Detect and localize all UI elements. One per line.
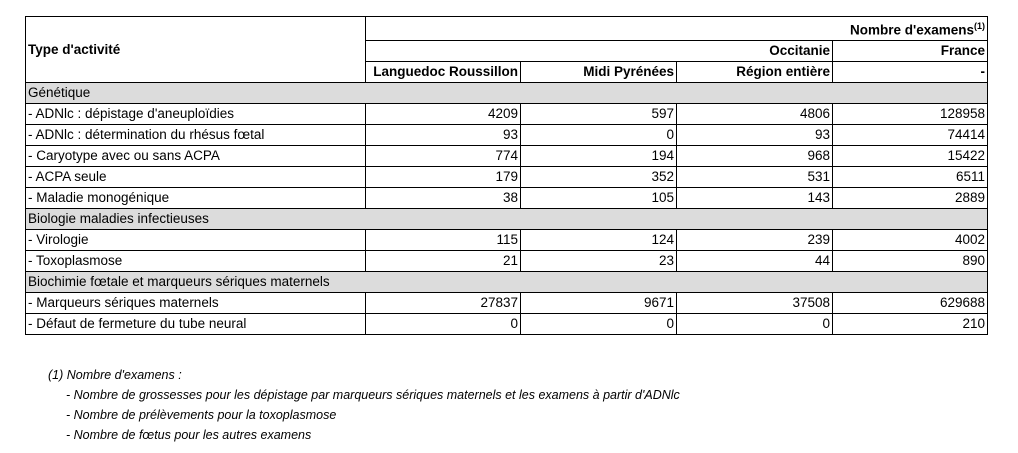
section-title: Génétique: [26, 82, 988, 103]
section-row: [26, 82, 988, 103]
footnote-item: - Nombre de grossesses pour les dépistage par marqueurs sériques maternels et les examens à partir d'ADNlc: [66, 388, 680, 402]
cell-france: 210: [833, 313, 988, 334]
table-row: [26, 229, 988, 250]
cell-region: 0: [677, 313, 833, 334]
cell-mp: 23: [521, 250, 677, 271]
row-label: - Virologie: [26, 229, 366, 250]
cell-france: 2889: [833, 187, 988, 208]
col-languedoc-roussillon: Languedoc Roussillon: [366, 61, 521, 82]
cell-lr: 27837: [366, 292, 521, 313]
section-title: Biologie maladies infectieuses: [26, 208, 988, 229]
cell-mp: 105: [521, 187, 677, 208]
table-row: [26, 145, 988, 166]
col-region-entiere: Région entière: [677, 61, 833, 82]
cell-mp: 124: [521, 229, 677, 250]
cell-lr: 21: [366, 250, 521, 271]
cell-lr: 115: [366, 229, 521, 250]
row-label: - Défaut de fermeture du tube neural: [26, 313, 366, 334]
nombre-examens-header: Nombre d'examens$^{(1)}$: [366, 17, 988, 41]
col-midi-pyrenees: Midi Pyrénées: [521, 61, 677, 82]
row-label: - Caryotype avec ou sans ACPA: [26, 145, 366, 166]
table-row: [26, 313, 988, 334]
table-row: [26, 166, 988, 187]
row-label: - Maladie monogénique: [26, 187, 366, 208]
cell-mp: 597: [521, 103, 677, 124]
type-activite-header: Type d'activité: [26, 17, 366, 83]
table-row: [26, 250, 988, 271]
row-label: - Marqueurs sériques maternels: [26, 292, 366, 313]
cell-region: 143: [677, 187, 833, 208]
cell-region: 239: [677, 229, 833, 250]
cell-france: 890: [833, 250, 988, 271]
cell-france: 128958: [833, 103, 988, 124]
cell-lr: 774: [366, 145, 521, 166]
cell-mp: 352: [521, 166, 677, 187]
cell-lr: 179: [366, 166, 521, 187]
cell-lr: 0: [366, 313, 521, 334]
cell-region: 968: [677, 145, 833, 166]
cell-france: 15422: [833, 145, 988, 166]
section-row: [26, 271, 988, 292]
cell-region: 531: [677, 166, 833, 187]
france-header: France: [833, 40, 988, 61]
cell-region: 4806: [677, 103, 833, 124]
table-row: [26, 187, 988, 208]
cell-lr: 38: [366, 187, 521, 208]
table-row: [26, 103, 988, 124]
cell-france: 629688: [833, 292, 988, 313]
row-label: - ADNlc : détermination du rhésus fœtal: [26, 124, 366, 145]
row-label: - ACPA seule: [26, 166, 366, 187]
cell-lr: 4209: [366, 103, 521, 124]
footnotes: [48, 365, 680, 445]
cell-mp: 9671: [521, 292, 677, 313]
cell-region: 44: [677, 250, 833, 271]
cell-region: 37508: [677, 292, 833, 313]
exams-table: [25, 16, 988, 335]
table-row: [26, 292, 988, 313]
row-label: - ADNlc : dépistage d'aneuploïdies: [26, 103, 366, 124]
section-row: [26, 208, 988, 229]
cell-lr: 93: [366, 124, 521, 145]
table-row: [26, 124, 988, 145]
footnote-item: - Nombre de fœtus pour les autres examens: [66, 428, 312, 442]
footnote-item: - Nombre de prélèvements pour la toxoplasmose: [66, 408, 337, 422]
section-title: Biochimie fœtale et marqueurs sériques maternels: [26, 271, 988, 292]
row-label: - Toxoplasmose: [26, 250, 366, 271]
cell-region: 93: [677, 124, 833, 145]
cell-mp: 0: [521, 124, 677, 145]
cell-france: 74414: [833, 124, 988, 145]
footnote-title: (1) Nombre d'examens :: [48, 368, 182, 382]
col-france: -: [833, 61, 988, 82]
cell-france: 4002: [833, 229, 988, 250]
cell-mp: 194: [521, 145, 677, 166]
cell-mp: 0: [521, 313, 677, 334]
cell-france: 6511: [833, 166, 988, 187]
occitanie-header: Occitanie: [366, 40, 833, 61]
